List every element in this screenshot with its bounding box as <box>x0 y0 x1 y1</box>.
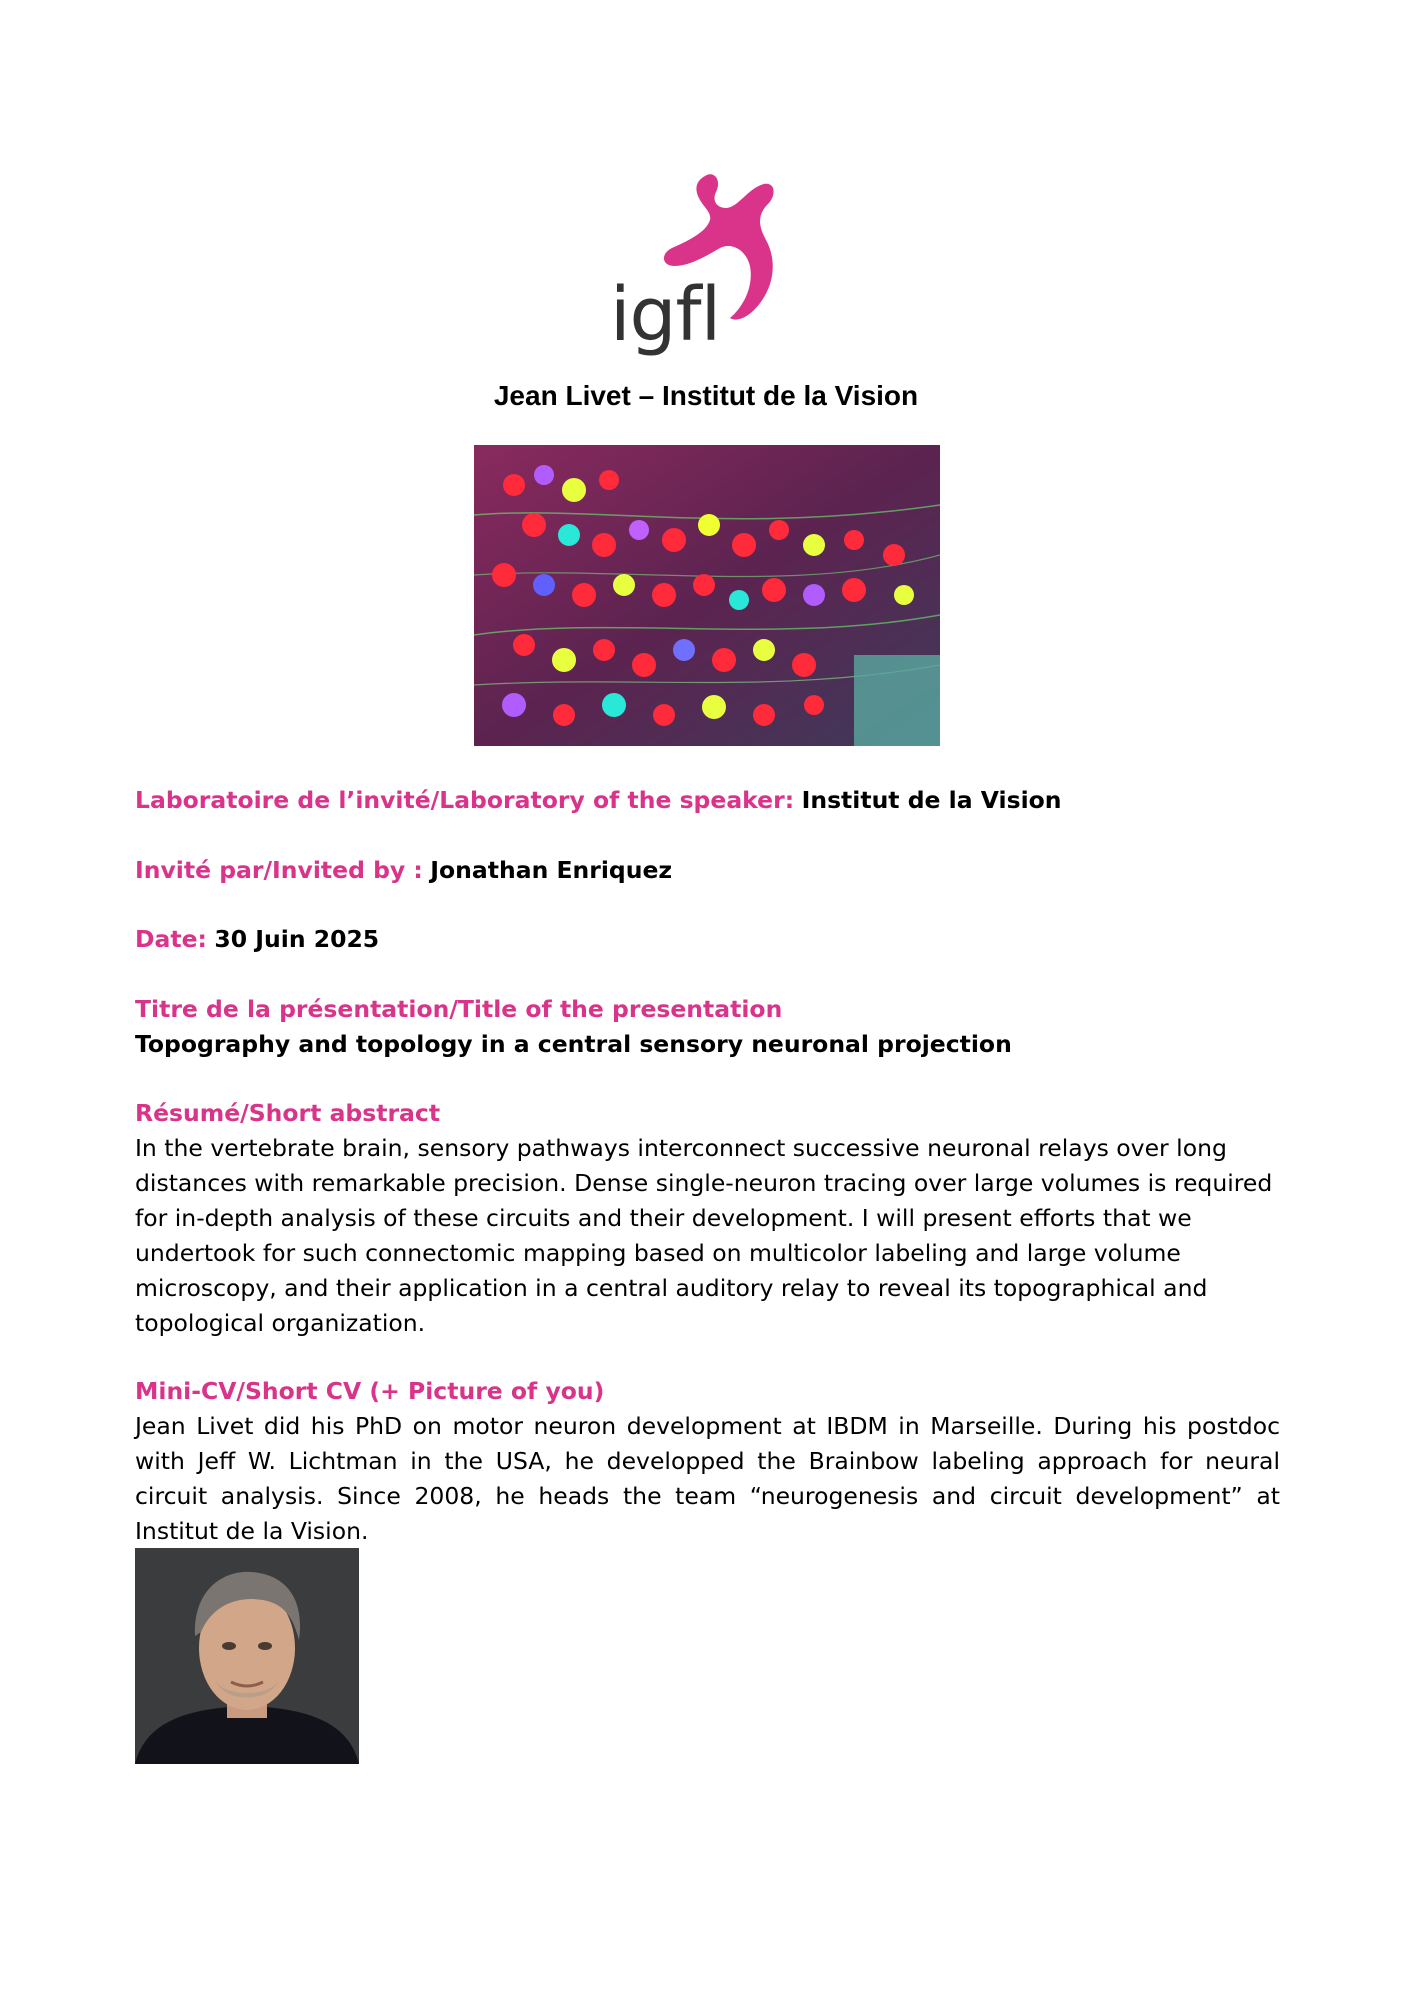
cv-text: Jean Livet did his PhD on motor neuron development at IBDM in Marseille. During his postdoc with Jeff W. Lichtman in the USA, he developped the Brainbow labeling approach for neural circuit analysis. Since 2008, he heads the team “neurogenesis and circuit development” at Institut de la Vision. <box>135 1412 1280 1545</box>
cv-label: Mini-CV/Short CV (+ Picture of you) <box>135 1377 605 1405</box>
laboratory-label: Laboratoire de l’invité/Laboratory of the speaker: <box>135 786 795 814</box>
presentation-label: Titre de la présentation/Title of the presentation <box>135 995 783 1023</box>
brainbow-neurons-image <box>474 445 940 746</box>
cv-section <box>135 1374 1280 1549</box>
abstract-section <box>135 1096 1280 1341</box>
speaker-portrait-icon <box>135 1548 359 1764</box>
invited-by-line <box>135 853 1280 888</box>
abstract-label: Résumé/Short abstract <box>135 1099 441 1127</box>
invited-by-value: Jonathan Enriquez <box>430 856 673 884</box>
abstract-text: In the vertebrate brain, sensory pathways interconnect successive neuronal relays over long distances with remarkable precision. Dense single-neuron tracing over large volumes is required for in-depth analysis of these circuits and their development. I will present efforts that we undertook for such connectomic mapping based on multicolor labeling and large volume microscopy, and their application in a central auditory relay to reveal its topographical and topological organization. <box>135 1134 1273 1337</box>
invited-by-label: Invité par/Invited by : <box>135 856 423 884</box>
neurons-image-icon <box>474 445 940 746</box>
presentation-title: Topography and topology in a central sensory neuronal projection <box>135 1030 1012 1058</box>
presentation-section <box>135 992 1280 1062</box>
date-label: Date: <box>135 925 207 953</box>
laboratory-line <box>135 783 1280 818</box>
speaker-portrait <box>135 1548 359 1764</box>
date-line <box>135 922 1280 957</box>
date-value: 30 Juin 2025 <box>214 925 380 953</box>
igfl-logo <box>610 170 810 370</box>
laboratory-value: Institut de la Vision <box>801 786 1062 814</box>
page-title: Jean Livet – Institut de la Vision <box>493 380 919 411</box>
igfl-logo-text: igfl <box>610 272 721 358</box>
